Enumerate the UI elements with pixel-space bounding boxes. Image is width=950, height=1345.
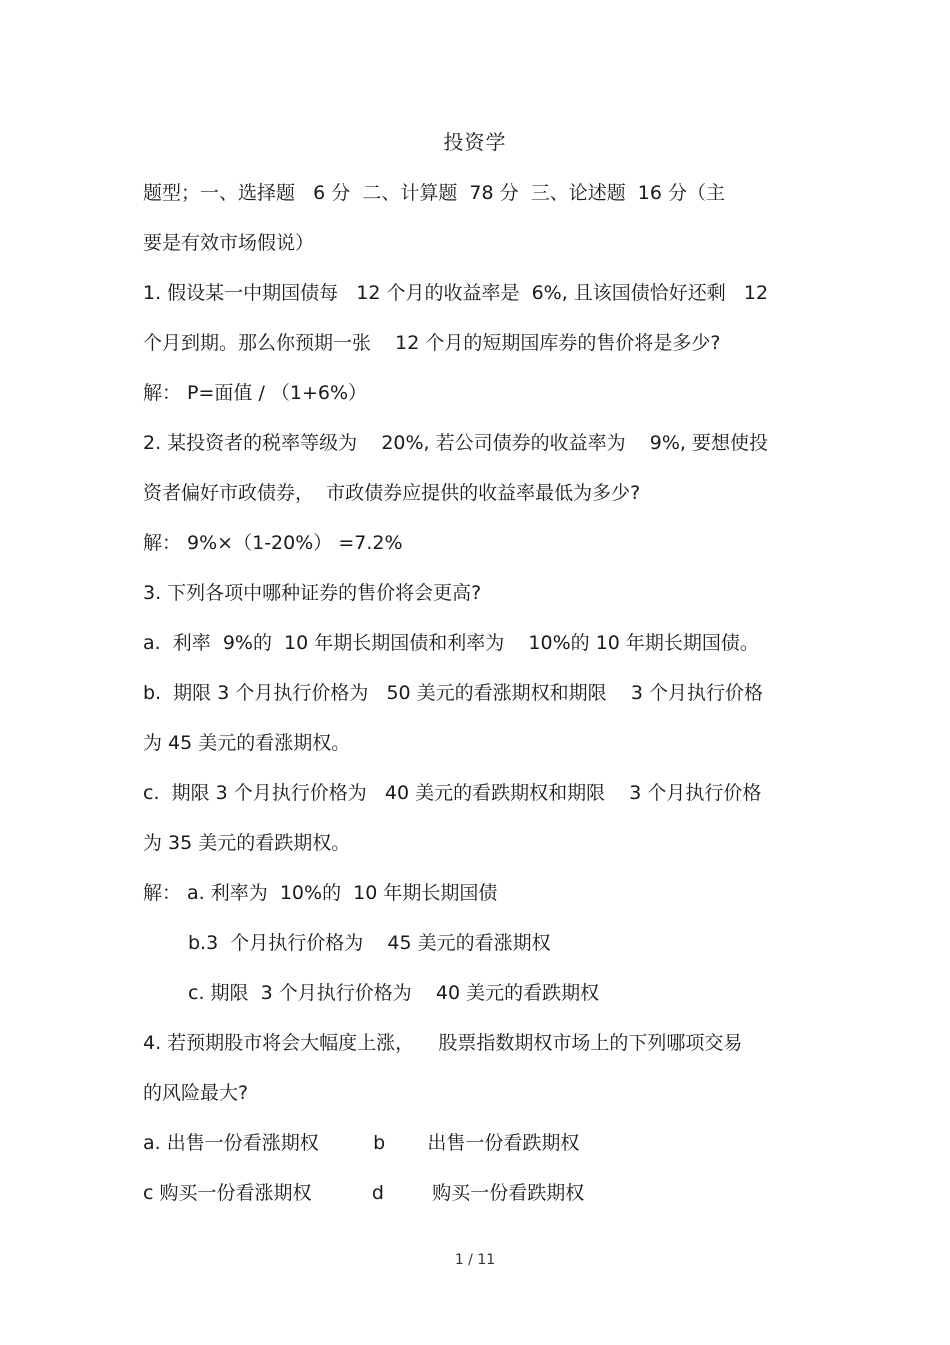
document-body [143, 176, 823, 1226]
text-line: 为 35 美元的看跌期权。 [143, 832, 351, 854]
answer-2: 解： 9%×（1-20%） =7.2% [143, 532, 403, 554]
text-line: 的风险最大? [143, 1082, 249, 1104]
answer-3-c: c. 期限 3 个月执行价格为 40 美元的看跌期权 [188, 982, 600, 1004]
question-2: 2. 某投资者的税率等级为 20%, 若公司债券的收益率为 9%, 要想使投 [143, 432, 769, 454]
page-number: 1 / 11 [454, 1252, 496, 1268]
answer-3-b: b.3 个月执行价格为 45 美元的看涨期权 [188, 932, 551, 954]
options-a-b: a. 出售一份看涨期权 b 出售一份看跌期权 [143, 1132, 580, 1154]
question-3: 3. 下列各项中哪种证券的售价将会更高? [143, 582, 482, 604]
text-line: 要是有效市场假说） [143, 232, 315, 254]
option-c: c. 期限 3 个月执行价格为 40 美元的看跌期权和期限 3 个月执行价格 [143, 782, 762, 804]
option-a: a. 利率 9%的 10 年期长期国债和利率为 10%的 10 年期长期国债。 [143, 632, 759, 654]
option-b: b. 期限 3 个月执行价格为 50 美元的看涨期权和期限 3 个月执行价格 [143, 682, 763, 704]
answer-3: 解： a. 利率为 10%的 10 年期长期国债 [143, 882, 498, 904]
options-c-d: c 购买一份看涨期权 d 购买一份看跌期权 [143, 1182, 585, 1204]
text-line: 个月到期。那么你预期一张 12 个月的短期国库券的售价将是多少? [143, 332, 721, 354]
text-line: 为 45 美元的看涨期权。 [143, 732, 351, 754]
text-line: 资者偏好市政债券， 市政债券应提供的收益率最低为多少? [143, 482, 641, 504]
document-title: 投资学 [443, 130, 507, 154]
question-4: 4. 若预期股市将会大幅度上涨， 股票指数期权市场上的下列哪项交易 [143, 1032, 743, 1054]
answer-1: 解： P=面值 / （1+6%） [143, 382, 368, 404]
question-1: 1. 假设某一中期国债每 12 个月的收益率是 6%, 且该国债恰好还剩 12 [143, 282, 769, 304]
text-line: 题型；一、选择题 6 分 二、计算题 78 分 三、论述题 16 分（主 [143, 182, 725, 204]
